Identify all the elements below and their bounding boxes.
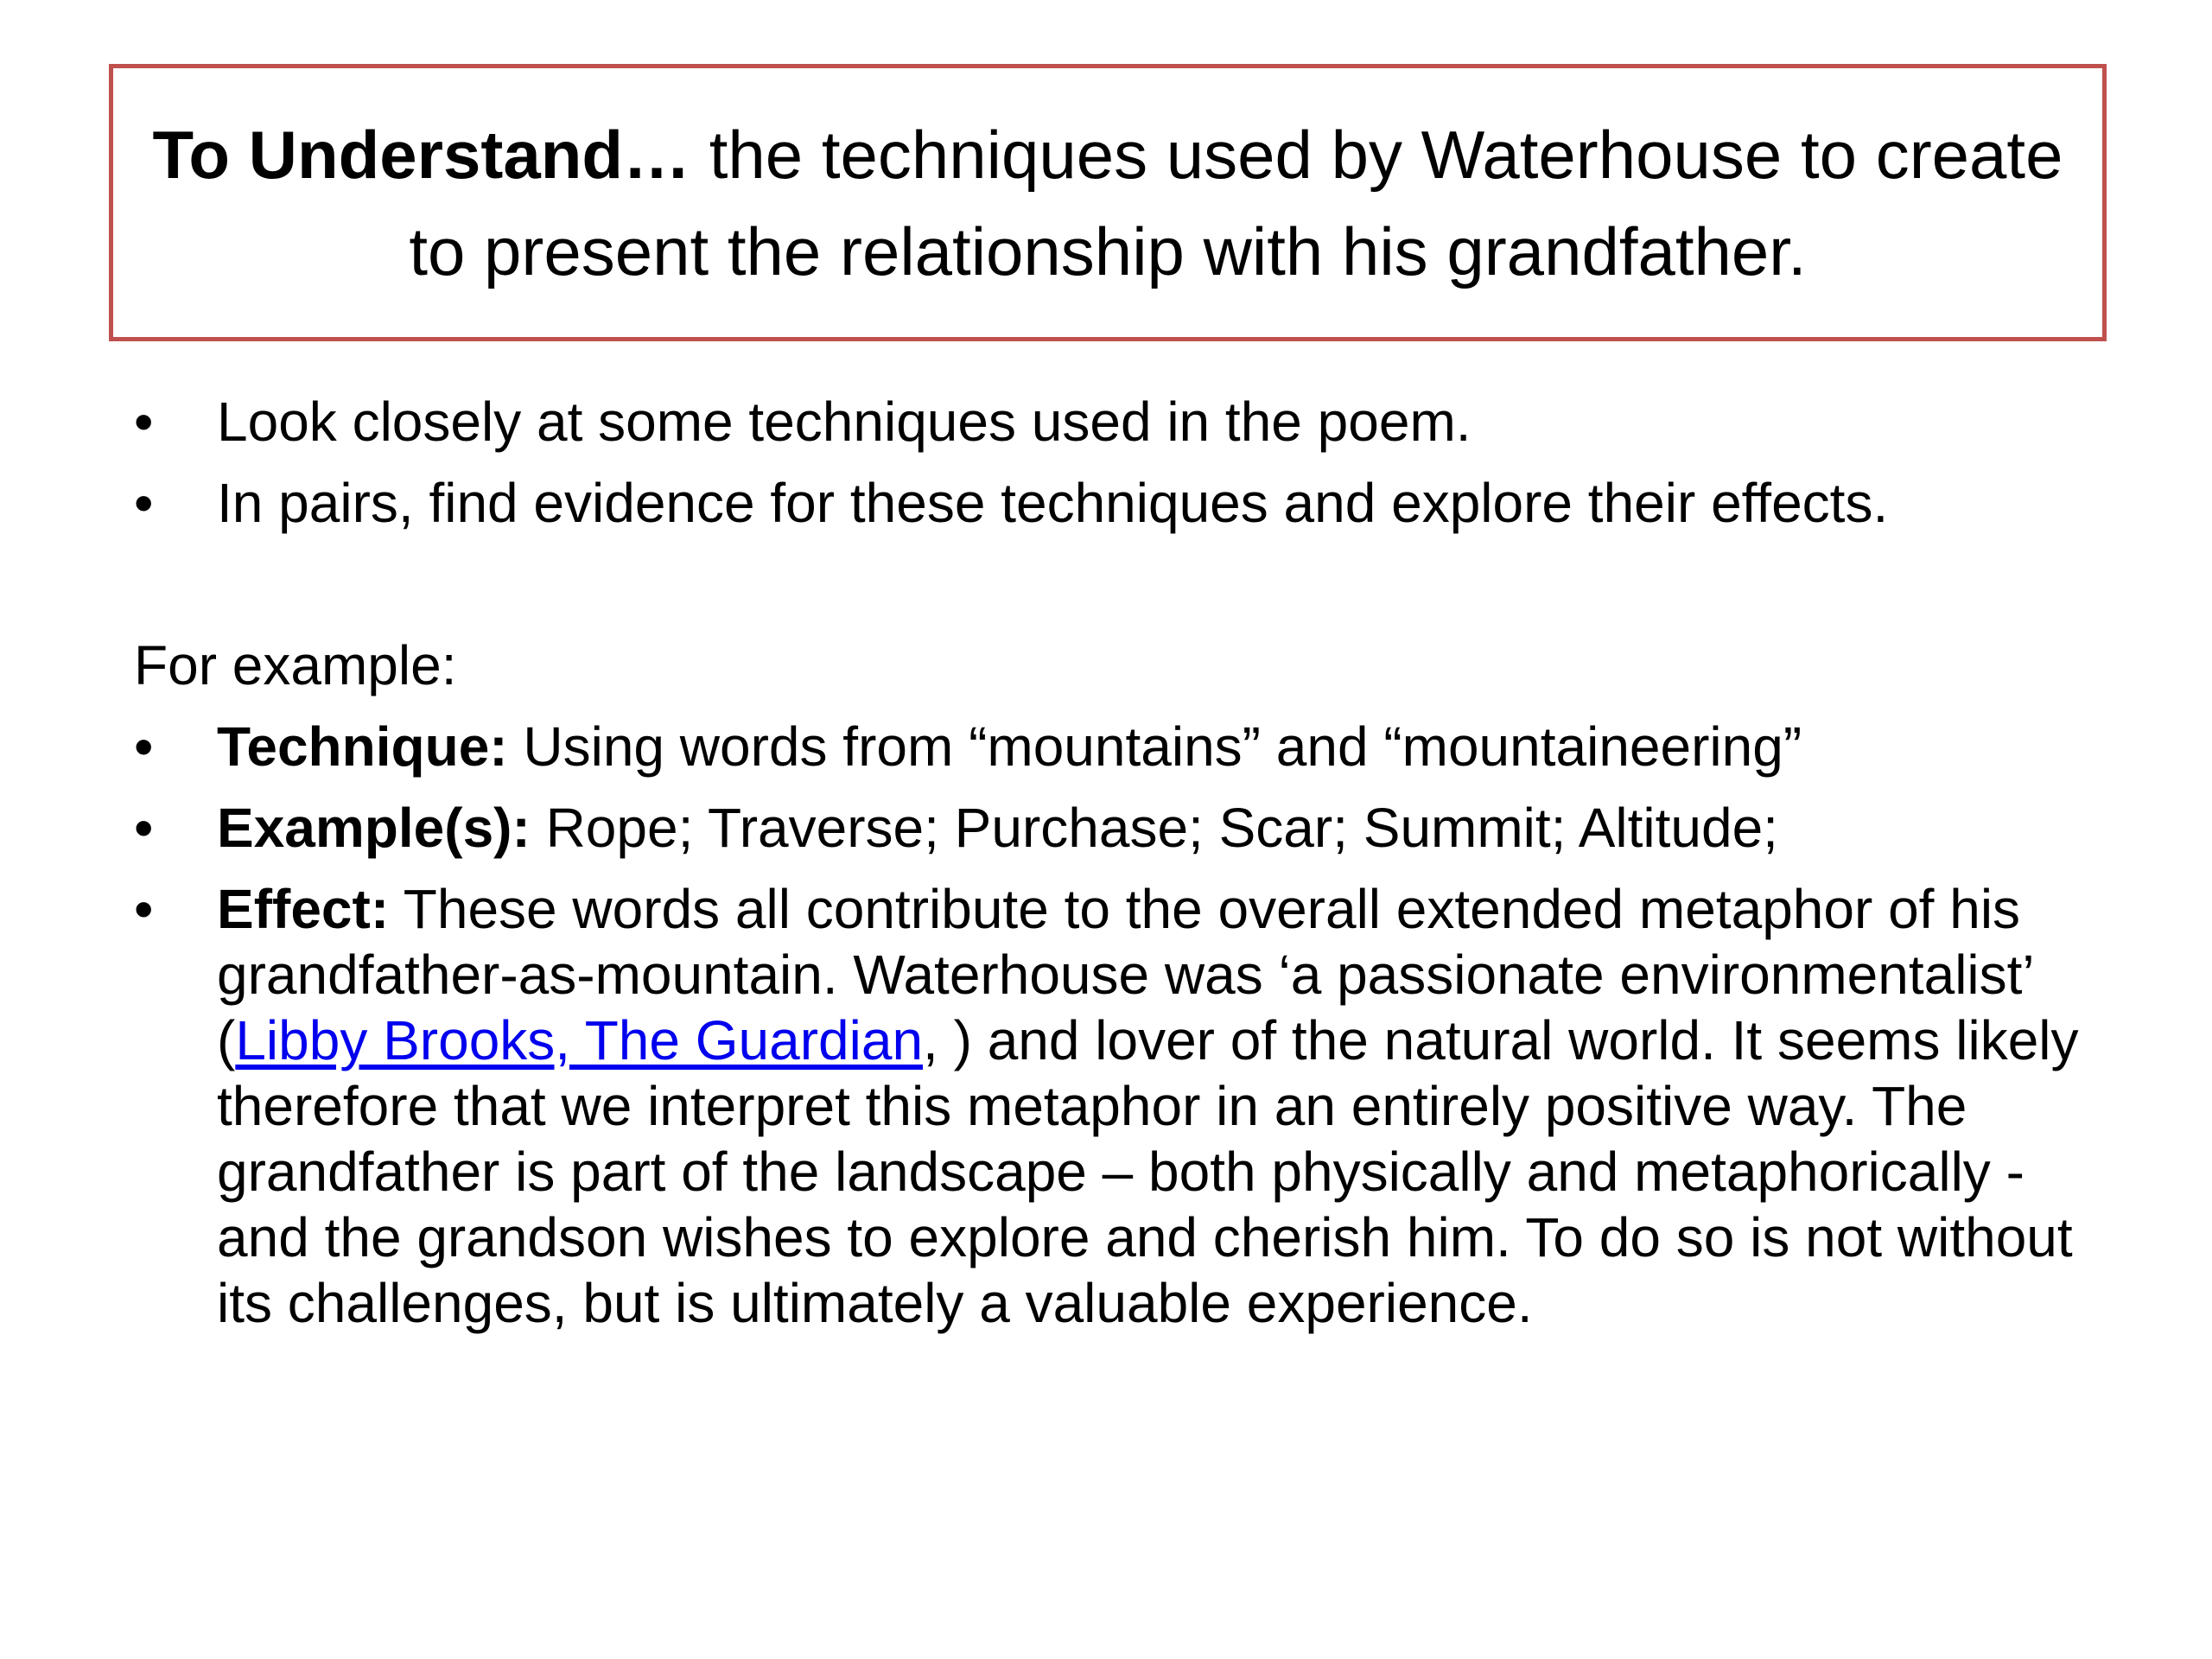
objective-rest: the techniques used by Waterhouse to create to present the relationship with his grandfather. [409, 116, 2063, 289]
bullet-icon: • [134, 715, 154, 778]
examples-item [134, 795, 2121, 861]
objective-text [113, 106, 2102, 300]
example-bullet-list [134, 714, 2121, 1336]
bullet-icon: • [134, 391, 154, 453]
intro-bullet-text: In pairs, find evidence for these techniques and explore their effects. [217, 472, 1889, 534]
effect-text-before-link: These words all contribute to the overall extended metaphor of his grandfather-as-mountain. Waterhouse was ‘a passionate environmentalist’ ( [217, 878, 2033, 1071]
slide-body [134, 389, 2121, 1351]
intro-bullet-2 [134, 470, 2121, 536]
technique-text: Using words from “mountains” and “mountaineering” [507, 715, 1802, 778]
examples-label: Example(s): [217, 797, 531, 859]
example-heading: For example: [134, 634, 457, 696]
objective-box [109, 64, 2107, 341]
examples-text: Rope; Traverse; Purchase; Scar; Summit; Altitude; [530, 797, 1778, 859]
intro-bullet-list [134, 389, 2121, 536]
bullet-icon: • [134, 797, 154, 859]
effect-text-after-link: , ) and lover of the natural world. It seems likely therefore that we interpret this metaphor in an entirely positive way. The grandfather is part of the landscape – both physically and metaphorically - and the grandson wishes to explore and cherish him. To do so is not without its challenges, but is ultimately a valuable experience. [217, 1009, 2079, 1334]
intro-bullet-1 [134, 389, 2121, 454]
bullet-icon: • [134, 472, 154, 534]
effect-label: Effect: [217, 878, 390, 940]
guardian-link[interactable]: Libby Brooks, The Guardian [235, 1009, 924, 1071]
bullet-icon: • [134, 878, 154, 940]
spacer [134, 551, 2121, 632]
technique-item [134, 714, 2121, 779]
technique-label: Technique: [217, 715, 508, 778]
effect-item [134, 876, 2121, 1336]
objective-lead: To Understand… [152, 116, 691, 193]
intro-bullet-text: Look closely at some techniques used in the poem. [217, 391, 1471, 453]
